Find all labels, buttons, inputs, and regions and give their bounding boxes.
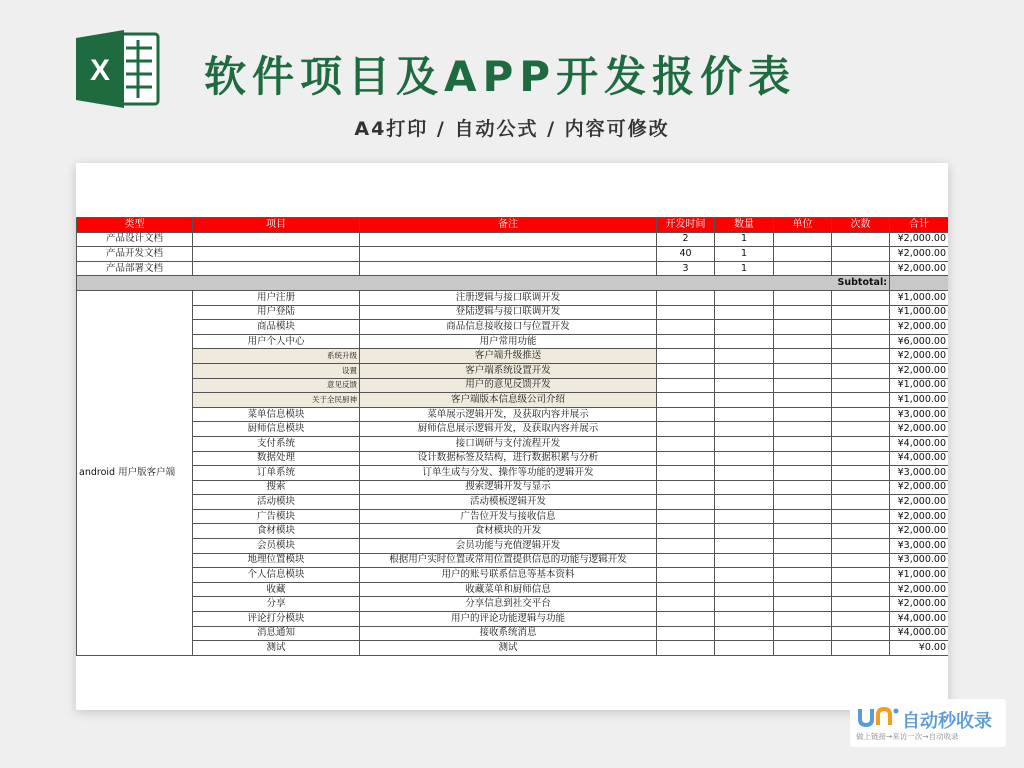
note-cell: 客户端系统设置开发 [360, 363, 657, 378]
subtotal-row [77, 276, 949, 291]
total-cell: ¥2,000.00 [890, 509, 949, 524]
total-cell: ¥6,000.00 [890, 334, 949, 349]
unit-cell [774, 290, 832, 305]
unit-cell [774, 582, 832, 597]
column-header: 项目 [193, 218, 360, 233]
count-cell [832, 305, 890, 320]
table-row [77, 407, 949, 422]
time-cell [657, 466, 715, 481]
total-cell: ¥1,000.00 [890, 290, 949, 305]
qty-cell: 1 [715, 247, 774, 262]
unit-cell [774, 320, 832, 335]
category-cell: android 用户版客户端 [77, 290, 193, 655]
total-cell: ¥2,000.00 [890, 422, 949, 437]
qty-cell [715, 612, 774, 627]
note-cell: 登陆逻辑与接口联调开发 [360, 305, 657, 320]
total-cell: ¥1,000.00 [890, 378, 949, 393]
time-cell [657, 451, 715, 466]
total-cell: ¥4,000.00 [890, 451, 949, 466]
unit-cell [774, 539, 832, 554]
count-cell [832, 393, 890, 408]
item-cell: 意见反馈 [193, 378, 360, 393]
table-row [77, 480, 949, 495]
unit-cell [774, 422, 832, 437]
unit-cell [774, 641, 832, 656]
count-cell [832, 363, 890, 378]
note-cell: 用户的意见反馈开发 [360, 378, 657, 393]
count-cell [832, 568, 890, 583]
note-cell: 食材模块的开发 [360, 524, 657, 539]
page-header [0, 0, 1024, 160]
table-row [77, 495, 949, 510]
qty-cell [715, 393, 774, 408]
note-cell: 测试 [360, 641, 657, 656]
table-row [77, 612, 949, 627]
qty-cell: 1 [715, 232, 774, 247]
qty-cell [715, 305, 774, 320]
time-cell [657, 290, 715, 305]
table-row [77, 626, 949, 641]
item-cell: 搜索 [193, 480, 360, 495]
table-body [77, 232, 949, 655]
total-cell: ¥2,000.00 [890, 480, 949, 495]
note-cell: 客户端升级推送 [360, 349, 657, 364]
item-cell [193, 247, 360, 262]
total-cell: ¥2,000.00 [890, 247, 949, 262]
item-cell: 支付系统 [193, 436, 360, 451]
time-cell [657, 495, 715, 510]
total-cell: ¥2,000.00 [890, 524, 949, 539]
total-cell: ¥0.00 [890, 641, 949, 656]
column-header: 数量 [715, 218, 774, 233]
watermark-text: 自动秒收录 [902, 711, 992, 732]
table-row [77, 363, 949, 378]
table-row [77, 641, 949, 656]
count-cell [832, 334, 890, 349]
subtotal-value [890, 276, 949, 291]
logo-letter: X [89, 54, 111, 87]
total-cell: ¥3,000.00 [890, 553, 949, 568]
column-header: 合计 [890, 218, 949, 233]
unit-cell [774, 349, 832, 364]
table-row [77, 466, 949, 481]
column-header: 开发时间 [657, 218, 715, 233]
column-header: 类型 [77, 218, 193, 233]
note-cell: 订单生成与分发、操作等功能的逻辑开发 [360, 466, 657, 481]
count-cell [832, 451, 890, 466]
qty-cell [715, 553, 774, 568]
total-cell: ¥3,000.00 [890, 539, 949, 554]
time-cell [657, 422, 715, 437]
note-cell: 广告位开发与接收信息 [360, 509, 657, 524]
total-cell: ¥3,000.00 [890, 466, 949, 481]
unit-cell [774, 232, 832, 247]
time-cell [657, 334, 715, 349]
table-row [77, 582, 949, 597]
item-cell: 设置 [193, 363, 360, 378]
time-cell [657, 393, 715, 408]
item-cell: 系统升级 [193, 349, 360, 364]
column-header: 单位 [774, 218, 832, 233]
note-cell: 用户的评论功能逻辑与功能 [360, 612, 657, 627]
item-cell: 厨师信息模块 [193, 422, 360, 437]
qty-cell [715, 334, 774, 349]
excel-logo-icon [76, 28, 162, 110]
note-cell: 会员功能与充值逻辑开发 [360, 539, 657, 554]
unit-cell [774, 509, 832, 524]
time-cell [657, 612, 715, 627]
qty-cell [715, 422, 774, 437]
table-row [77, 393, 949, 408]
qty-cell [715, 407, 774, 422]
count-cell [832, 539, 890, 554]
count-cell [832, 480, 890, 495]
note-cell [360, 261, 657, 276]
time-cell [657, 524, 715, 539]
unit-cell [774, 612, 832, 627]
qty-cell [715, 509, 774, 524]
note-cell: 搜索逻辑开发与显示 [360, 480, 657, 495]
unit-cell [774, 261, 832, 276]
item-cell: 活动模块 [193, 495, 360, 510]
time-cell [657, 539, 715, 554]
table-row [77, 422, 949, 437]
qty-cell [715, 378, 774, 393]
unit-cell [774, 480, 832, 495]
quote-table [76, 217, 948, 656]
qty-cell [715, 524, 774, 539]
count-cell [832, 597, 890, 612]
table-header-row [77, 218, 949, 233]
count-cell [832, 612, 890, 627]
qty-cell [715, 480, 774, 495]
note-cell: 厨师信息展示逻辑开发，及获取内容并展示 [360, 422, 657, 437]
total-cell: ¥2,000.00 [890, 597, 949, 612]
table-row [77, 305, 949, 320]
item-cell: 用户个人中心 [193, 334, 360, 349]
table-row [77, 290, 949, 305]
count-cell [832, 436, 890, 451]
qty-cell: 1 [715, 261, 774, 276]
note-cell: 用户常用功能 [360, 334, 657, 349]
watermark-logo-icon [856, 705, 900, 729]
unit-cell [774, 495, 832, 510]
table-row [77, 378, 949, 393]
qty-cell [715, 363, 774, 378]
time-cell [657, 641, 715, 656]
qty-cell [715, 466, 774, 481]
note-cell: 客户端版本信息级公司介绍 [360, 393, 657, 408]
time-cell [657, 626, 715, 641]
qty-cell [715, 597, 774, 612]
item-cell: 食材模块 [193, 524, 360, 539]
note-cell [360, 247, 657, 262]
qty-cell [715, 539, 774, 554]
spreadsheet-sheet [76, 163, 948, 710]
unit-cell [774, 466, 832, 481]
item-cell: 收藏 [193, 582, 360, 597]
unit-cell [774, 247, 832, 262]
unit-cell [774, 378, 832, 393]
note-cell: 设计数据标签及结构，进行数据积累与分析 [360, 451, 657, 466]
subtotal-label: Subtotal: [77, 276, 890, 291]
table-row [77, 451, 949, 466]
time-cell: 3 [657, 261, 715, 276]
table-row [77, 320, 949, 335]
item-cell [193, 261, 360, 276]
item-cell: 地理位置模块 [193, 553, 360, 568]
total-cell: ¥2,000.00 [890, 320, 949, 335]
time-cell [657, 378, 715, 393]
time-cell [657, 597, 715, 612]
unit-cell [774, 407, 832, 422]
time-cell [657, 553, 715, 568]
count-cell [832, 261, 890, 276]
time-cell [657, 349, 715, 364]
count-cell [832, 553, 890, 568]
time-cell [657, 320, 715, 335]
total-cell: ¥2,000.00 [890, 363, 949, 378]
note-cell: 接收系统消息 [360, 626, 657, 641]
table-row [77, 436, 949, 451]
unit-cell [774, 524, 832, 539]
note-cell: 商品信息接收接口与位置开发 [360, 320, 657, 335]
count-cell [832, 509, 890, 524]
note-cell: 活动模板逻辑开发 [360, 495, 657, 510]
time-cell: 40 [657, 247, 715, 262]
total-cell: ¥4,000.00 [890, 626, 949, 641]
count-cell [832, 495, 890, 510]
note-cell: 用户的账号联系信息等基本资料 [360, 568, 657, 583]
count-cell [832, 422, 890, 437]
total-cell: ¥2,000.00 [890, 261, 949, 276]
unit-cell [774, 451, 832, 466]
unit-cell [774, 553, 832, 568]
item-cell [193, 232, 360, 247]
count-cell [832, 320, 890, 335]
total-cell: ¥2,000.00 [890, 232, 949, 247]
qty-cell [715, 641, 774, 656]
total-cell: ¥2,000.00 [890, 349, 949, 364]
count-cell [832, 232, 890, 247]
count-cell [832, 524, 890, 539]
total-cell: ¥1,000.00 [890, 393, 949, 408]
unit-cell [774, 436, 832, 451]
table-row [77, 232, 949, 247]
total-cell: ¥4,000.00 [890, 612, 949, 627]
qty-cell [715, 436, 774, 451]
note-cell: 收藏菜单和厨师信息 [360, 582, 657, 597]
item-cell: 评论打分模块 [193, 612, 360, 627]
total-cell: ¥4,000.00 [890, 436, 949, 451]
unit-cell [774, 568, 832, 583]
type-cell: 产品设计文档 [77, 232, 193, 247]
time-cell [657, 568, 715, 583]
qty-cell [715, 626, 774, 641]
count-cell [832, 290, 890, 305]
count-cell [832, 641, 890, 656]
total-cell: ¥1,000.00 [890, 305, 949, 320]
qty-cell [715, 320, 774, 335]
table-row [77, 349, 949, 364]
count-cell [832, 349, 890, 364]
count-cell [832, 378, 890, 393]
page-subtitle: A4打印 / 自动公式 / 内容可修改 [354, 118, 670, 140]
table-row [77, 568, 949, 583]
count-cell [832, 407, 890, 422]
qty-cell [715, 451, 774, 466]
note-cell: 接口调研与支付流程开发 [360, 436, 657, 451]
table-row [77, 261, 949, 276]
watermark [850, 699, 1006, 747]
unit-cell [774, 305, 832, 320]
time-cell [657, 407, 715, 422]
unit-cell [774, 393, 832, 408]
item-cell: 消息通知 [193, 626, 360, 641]
qty-cell [715, 290, 774, 305]
note-cell [360, 232, 657, 247]
time-cell [657, 480, 715, 495]
type-cell: 产品部署文档 [77, 261, 193, 276]
item-cell: 菜单信息模块 [193, 407, 360, 422]
item-cell: 广告模块 [193, 509, 360, 524]
unit-cell [774, 334, 832, 349]
item-cell: 用户注册 [193, 290, 360, 305]
unit-cell [774, 597, 832, 612]
count-cell [832, 582, 890, 597]
qty-cell [715, 495, 774, 510]
item-cell: 关于全民厨神 [193, 393, 360, 408]
item-cell: 测试 [193, 641, 360, 656]
column-header: 次数 [832, 218, 890, 233]
item-cell: 数据处理 [193, 451, 360, 466]
item-cell: 会员模块 [193, 539, 360, 554]
total-cell: ¥2,000.00 [890, 582, 949, 597]
total-cell: ¥3,000.00 [890, 407, 949, 422]
note-cell: 注册逻辑与接口联调开发 [360, 290, 657, 305]
type-cell: 产品开发文档 [77, 247, 193, 262]
total-cell: ¥1,000.00 [890, 568, 949, 583]
table-row [77, 553, 949, 568]
count-cell [832, 466, 890, 481]
item-cell: 商品模块 [193, 320, 360, 335]
item-cell: 订单系统 [193, 466, 360, 481]
item-cell: 分享 [193, 597, 360, 612]
qty-cell [715, 582, 774, 597]
item-cell: 个人信息模块 [193, 568, 360, 583]
note-cell: 根据用户实时位置或常用位置提供信息的功能与逻辑开发 [360, 553, 657, 568]
qty-cell [715, 349, 774, 364]
watermark-subtext: 做上链接→来访一次→自动收录 [856, 732, 959, 741]
table-row [77, 524, 949, 539]
table-row [77, 509, 949, 524]
total-cell: ¥2,000.00 [890, 495, 949, 510]
item-cell: 用户登陆 [193, 305, 360, 320]
time-cell: 2 [657, 232, 715, 247]
table-row [77, 334, 949, 349]
time-cell [657, 363, 715, 378]
note-cell: 菜单展示逻辑开发，及获取内容并展示 [360, 407, 657, 422]
unit-cell [774, 363, 832, 378]
note-cell: 分享信息到社交平台 [360, 597, 657, 612]
time-cell [657, 509, 715, 524]
column-header: 备注 [360, 218, 657, 233]
time-cell [657, 436, 715, 451]
page-title: 软件项目及APP开发报价表 [204, 52, 797, 101]
table-row [77, 597, 949, 612]
qty-cell [715, 568, 774, 583]
count-cell [832, 626, 890, 641]
count-cell [832, 247, 890, 262]
unit-cell [774, 626, 832, 641]
table-row [77, 247, 949, 262]
table-row [77, 539, 949, 554]
time-cell [657, 305, 715, 320]
time-cell [657, 582, 715, 597]
